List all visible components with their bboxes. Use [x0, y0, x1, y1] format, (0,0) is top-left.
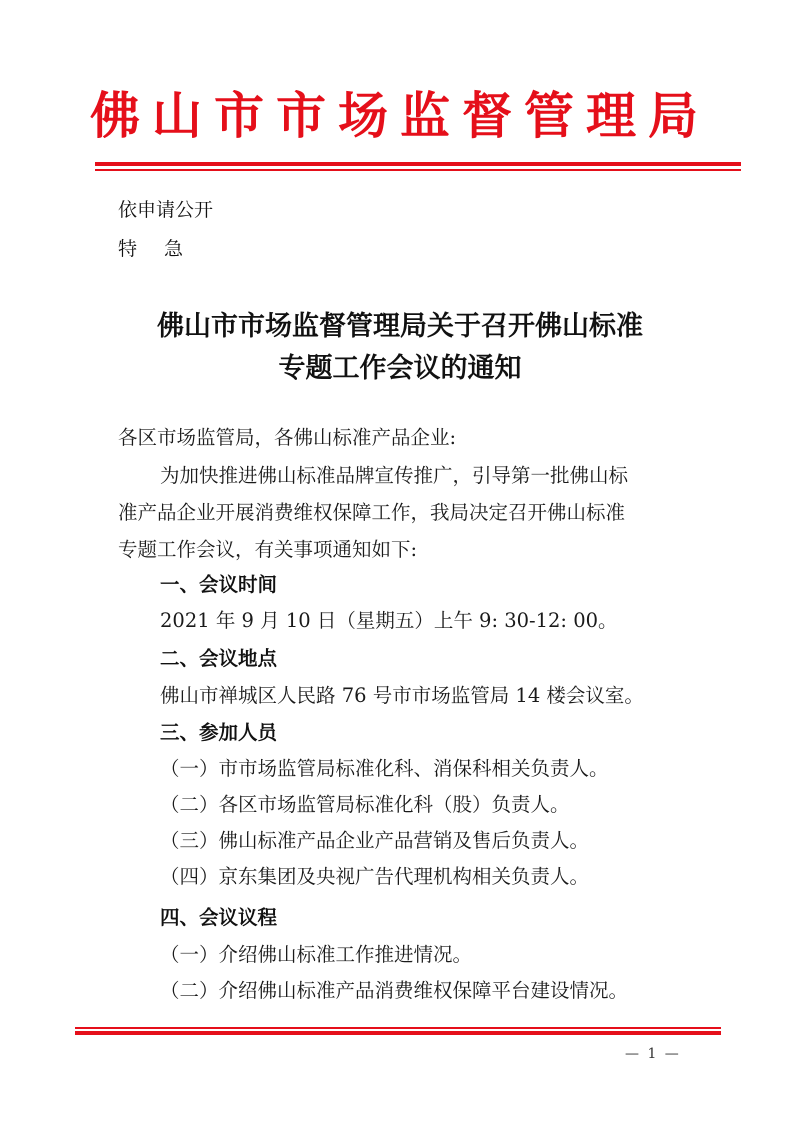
agenda-item: （二）介绍佛山标准产品消费维权保障平台建设情况。: [160, 979, 629, 1002]
agency-header-title: 佛山市市场监督管理局: [90, 86, 710, 145]
document-title-line-2: 专题工作会议的通知: [278, 353, 522, 384]
intro-paragraph-line-3: 专题工作会议，有关事项通知如下:: [118, 538, 418, 561]
page-number: — 1 —: [625, 1046, 681, 1062]
section-heading-agenda: 四、会议议程: [160, 906, 278, 929]
attendee-item: （二）各区市场监管局标准化科（股）负责人。: [160, 793, 570, 816]
attendee-item: （一）市市场监管局标准化科、消保科相关负责人。: [160, 757, 609, 780]
salutation: 各区市场监管局，各佛山标准产品企业:: [118, 426, 457, 449]
attendee-item: （三）佛山标准产品企业产品营销及售后负责人。: [160, 829, 590, 852]
attendee-item: （四）京东集团及央视广告代理机构相关负责人。: [160, 865, 590, 888]
document-title-line-1: 佛山市市场监督管理局关于召开佛山标准: [157, 311, 643, 342]
header-rule-thick: [95, 162, 741, 166]
intro-paragraph-line-2: 准产品企业开展消费维权保障工作，我局决定召开佛山标准: [118, 501, 626, 524]
section-heading-location: 二、会议地点: [160, 647, 278, 670]
urgency-label: 特 急: [118, 238, 188, 260]
meeting-location: 佛山市禅城区人民路 76 号市市场监管局 14 楼会议室。: [160, 684, 644, 707]
meeting-time: 2021 年 9 月 10 日（星期五）上午 9: 30-12: 00。: [160, 609, 618, 632]
section-heading-attendees: 三、参加人员: [160, 721, 278, 744]
disclosure-label: 依申请公开: [118, 199, 214, 221]
footer-rule-thick: [75, 1031, 721, 1035]
intro-paragraph-line-1: 为加快推进佛山标准品牌宣传推广，引导第一批佛山标: [160, 464, 629, 487]
section-heading-time: 一、会议时间: [160, 573, 278, 596]
footer-rule-thin: [75, 1027, 721, 1029]
agenda-item: （一）介绍佛山标准工作推进情况。: [160, 943, 473, 966]
header-rule-thin: [95, 169, 741, 171]
